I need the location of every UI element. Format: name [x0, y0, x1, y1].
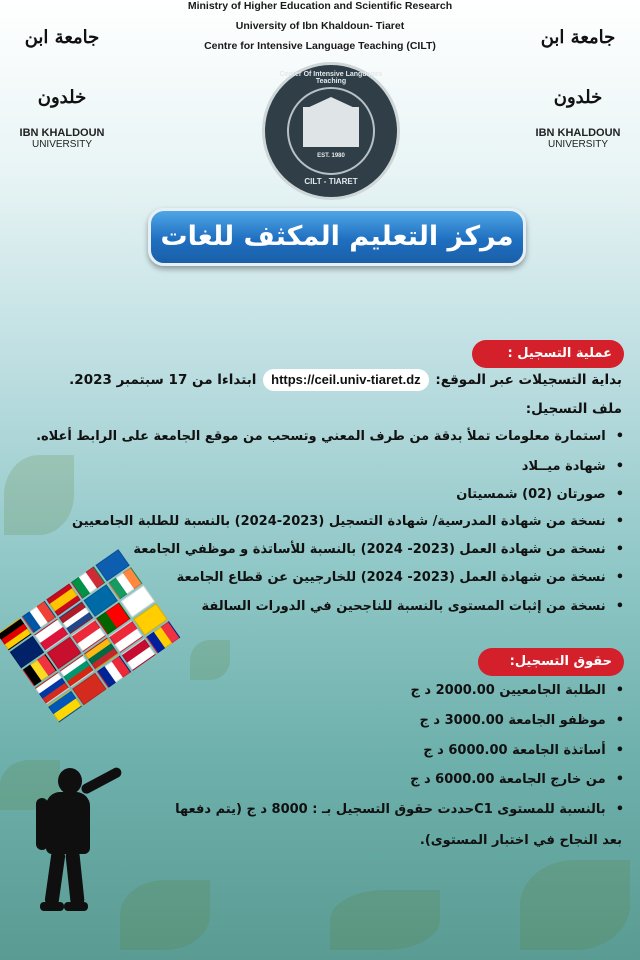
building-icon	[303, 107, 359, 147]
list-item: • نسخة من إثبات المستوى بالنسبة للناجحين في الدورات السالفة	[201, 596, 624, 618]
logo-name: IBN KHALDOUN	[19, 127, 105, 139]
list-item: • شهادة ميــلاد	[522, 456, 624, 478]
list-item: • نسخة من شهادة المدرسية/ شهادة التسجيل (2023-2024) بالنسبة للطلبة الجامعيين	[72, 511, 624, 533]
header-ministry: Ministry of Higher Education and Scientific Research	[187, 0, 453, 12]
section-heading-fees: حقوق التسجيل:	[478, 648, 624, 676]
header-centre: Centre for Intensive Language Teaching (CILT)	[204, 40, 436, 52]
leaf-decoration	[4, 455, 74, 535]
university-logo-right	[518, 0, 638, 150]
list-item: • صورتان (02) شمسيتان	[456, 484, 624, 506]
list-item: • استمارة معلومات تملأ بدقة من طرف المعني وتسحب من موقع الجامعة على الرابط أعلاه.	[36, 426, 624, 448]
leaf-decoration	[120, 880, 210, 950]
page-title-banner: مركز التعليم المكثف للغات	[148, 208, 526, 266]
start-suffix: ابتداءا من 17 سبتمبر 2023.	[69, 372, 257, 388]
list-item: • من خارج الجامعة 6000.00 د ج	[410, 769, 624, 791]
list-item: • نسخة من شهادة العمل (2023- 2024) للخارجيين عن قطاع الجامعة	[177, 567, 624, 589]
fees-continuation: بعد النجاح في اختبار المستوى).	[419, 833, 622, 848]
logo-sub: UNIVERSITY	[31, 139, 92, 150]
leaf-decoration	[330, 890, 440, 950]
list-item: • بالنسبة للمستوى C1حددت حقوق التسجيل بـ : 8000 د ج (يتم دفعها	[175, 799, 624, 821]
list-item: • أساتذة الجامعة 6000.00 د ج	[423, 740, 624, 762]
cilt-seal	[262, 62, 400, 200]
header-university: University of Ibn Khaldoun- Tiaret	[235, 20, 405, 32]
registration-start-line	[69, 369, 622, 391]
registration-url-link[interactable]: https://ceil.univ-tiaret.dz	[263, 369, 429, 391]
list-item: • الطلبة الجامعيين 2000.00 د ج	[411, 680, 624, 702]
list-item: • موظفو الجامعة 3000.00 د ج	[420, 710, 625, 732]
section-heading-registration: عملية التسجيل :	[472, 340, 624, 368]
start-prefix: بداية التسجيلات عبر الموقع:	[435, 372, 622, 388]
logo-arabic-mark: جامعة ابن خلدون	[540, 27, 616, 108]
logo-arabic-mark: جامعة ابن خلدون	[24, 27, 100, 108]
logo-name: IBN KHALDOUN	[535, 127, 621, 139]
file-heading: ملف التسجيل:	[525, 401, 622, 417]
logo-sub: UNIVERSITY	[547, 139, 608, 150]
leaf-decoration	[520, 860, 630, 950]
university-logo-left	[2, 0, 122, 150]
seal-bottom-text: CILT - TIARET	[304, 177, 358, 186]
seal-est: EST. 1980	[317, 153, 345, 159]
list-item: • نسخة من شهادة العمل (2023- 2024) بالنسبة للأساتذة و موظفي الجامعة	[133, 539, 624, 561]
seal-ring-text: Center Of Intensive Languages Teaching	[279, 71, 383, 85]
